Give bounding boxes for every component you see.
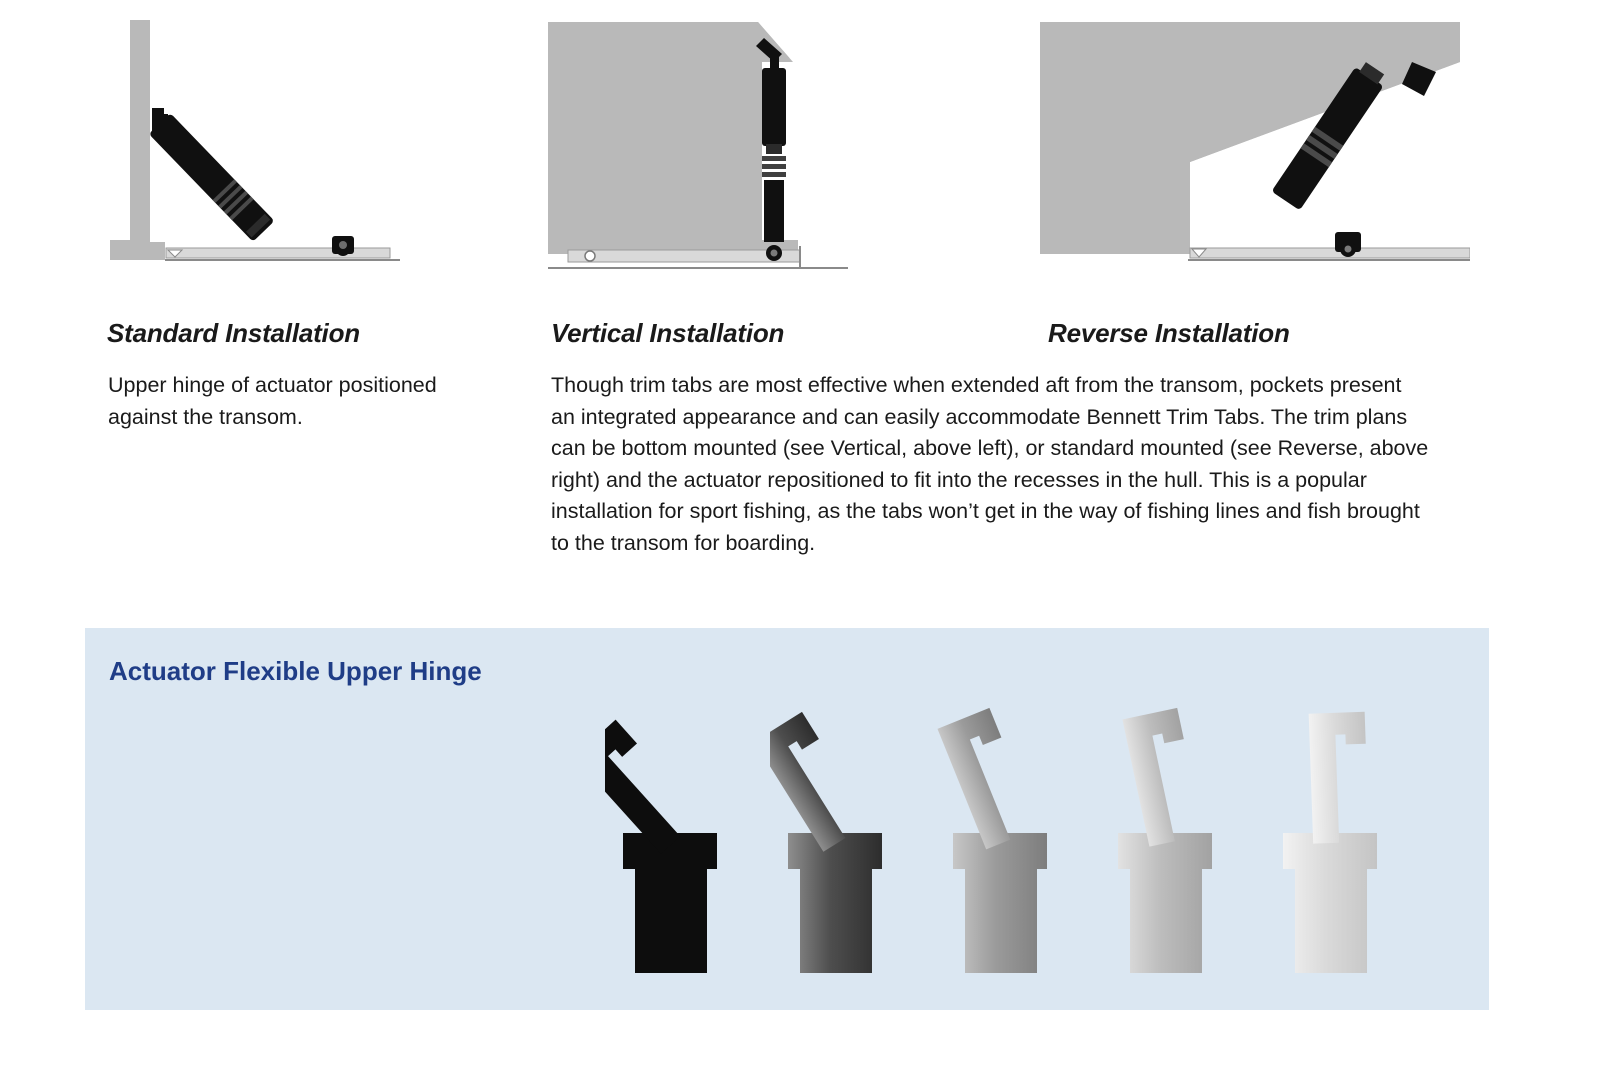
hinge-base-1 [623,833,717,973]
hinge-illustration-1 [605,673,765,1003]
reverse-installation-illustration [1040,10,1470,285]
standard-installation-description: Upper hinge of actuator positioned against the transom. [108,373,437,429]
vertical-installation-svg [548,10,848,285]
vertical-installation-illustration [548,10,848,285]
caption-standard-installation: Standard Installation [107,318,360,348]
caption-vertical-installation: Vertical Installation [551,318,785,348]
hinge-svg-4 [1100,673,1260,1003]
hinge-svg-5 [1265,673,1425,1003]
reverse-installation-svg [1040,10,1470,285]
hinge-illustration-2 [770,673,930,1003]
hinge-svg-2 [770,673,930,1003]
hinge-illustration-4 [1100,673,1260,1003]
pocket-installation-description: Though trim tabs are most effective when extended aft from the transom, pockets present an integrated appearance and can easily accommodate Bennett Trim Tabs. The trim plans can be bottom mounted (see Vertical, above left), or standard mounted (see Reverse, above right) and the actuator repositioned to fit into the recesses in the hull. This is a popular installation for sport fishing, as the tabs won’t get in the way of fishing lines and fish brought to the transom for boarding. [551,373,1429,555]
flexible-upper-hinge-panel [85,628,1489,1010]
standard-installation-svg [100,10,400,285]
hinge-svg-1 [605,673,765,1003]
hinge-illustration-5 [1265,673,1425,1003]
hinge-svg-3 [935,673,1095,1003]
standard-installation-illustration [100,10,400,285]
hinge-flex-sequence [605,673,1475,1003]
hinge-illustration-3 [935,673,1095,1003]
panel-title: Actuator Flexible Upper Hinge [109,656,482,686]
caption-reverse-installation: Reverse Installation [1048,318,1290,348]
installation-illustrations [0,0,1599,290]
